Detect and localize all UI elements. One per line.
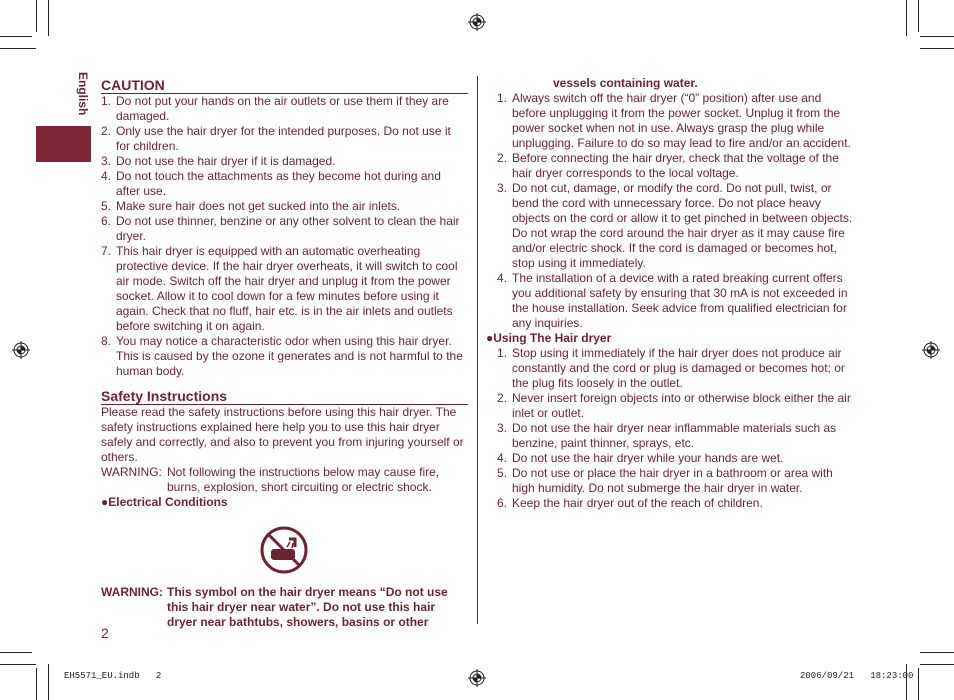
crop-mark	[906, 0, 907, 36]
list-item	[497, 421, 855, 451]
list-item	[101, 214, 468, 244]
language-tab-block	[36, 126, 91, 162]
page-number: 2	[101, 625, 109, 641]
continued-text: vessels containing water.	[553, 76, 698, 90]
crop-mark	[906, 664, 907, 700]
crop-mark	[0, 36, 32, 37]
crop-mark	[0, 652, 32, 653]
item-number: 1.	[497, 346, 508, 360]
item-number: 5.	[101, 199, 112, 213]
list-item	[101, 199, 468, 214]
list-item	[101, 94, 468, 124]
crop-mark	[920, 36, 954, 37]
list-item	[497, 91, 855, 151]
list-item	[497, 496, 855, 511]
crop-mark	[48, 664, 49, 700]
item-number: 3.	[101, 154, 112, 168]
warning-label: WARNING:	[101, 465, 162, 479]
item-number: 4.	[497, 271, 508, 285]
item-number: 7.	[101, 244, 112, 258]
safety-intro: Please read the safety instructions before using this hair dryer. The safety instructions explained here help you to use this hair dryer safely and correctly, and also to prevent you from injuring yourself or others.	[101, 405, 464, 464]
crop-mark	[48, 0, 49, 36]
item-number: 5.	[497, 466, 508, 480]
item-number: 2.	[497, 151, 508, 165]
symbol-warning-label: WARNING:	[101, 585, 163, 599]
item-text: Make sure hair does not get sucked into the air inlets.	[116, 199, 401, 213]
caution-heading: CAUTION	[101, 77, 468, 94]
using-list	[497, 346, 855, 511]
item-text: Do not use the hair dryer while your hands are wet.	[512, 451, 784, 465]
item-text: Do not cut, damage, or modify the cord. Do not pull, twist, or bend the cord with unnecessary force. Do not place heavy objects on the cord or allow it to get pinched in between objects. Do not wrap the cord around the hair dryer as it may cause fire and/or electric shock. If the cord is damaged or becomes hot, stop using it immediately.	[512, 181, 853, 270]
item-number: 2.	[101, 124, 112, 138]
using-heading: ●Using The Hair dryer	[486, 331, 612, 345]
crop-mark	[0, 48, 36, 49]
item-text: The installation of a device with a rated breaking current offers you additional safety by ensuring that 30 mA is not exceeded in the house installation. Seek advice from qualified electrician for any inquiries.	[512, 271, 848, 330]
warning-text: Not following the instructions below may cause fire, burns, explosion, short circuiting or electric shock.	[167, 465, 440, 494]
item-text: Do not use the hair dryer near inflammable materials such as benzine, paint thinner, sprays, etc.	[512, 421, 837, 450]
item-text: Only use the hair dryer for the intended purposes. Do not use it for children.	[116, 124, 451, 153]
item-text: Always switch off the hair dryer (“0” position) after use and before unplugging it from the power socket. Unplug it from the power socket when not in use. Always grasp the plug while unplugging. Failure to do so may lead to fire and/or an accident.	[512, 91, 851, 150]
no-water-symbol	[101, 519, 468, 579]
list-item	[497, 271, 855, 331]
item-number: 8.	[101, 334, 112, 348]
item-number: 1.	[101, 94, 112, 108]
crop-mark	[36, 0, 37, 32]
item-number: 1.	[497, 91, 508, 105]
item-number: 4.	[497, 451, 508, 465]
item-text: Stop using it immediately if the hair dryer does not produce air constantly and the cord or plug is damaged or becomes hot; or the plug fits loosely in the outlet.	[512, 346, 845, 390]
language-label: English	[76, 72, 90, 116]
item-number: 3.	[497, 421, 508, 435]
crop-mark	[920, 664, 954, 665]
electrical-heading: ●Electrical Conditions	[101, 495, 228, 509]
footer-datetime: 2006/09/21 18:23:00	[800, 671, 914, 681]
crop-mark	[918, 0, 919, 32]
item-number: 2.	[497, 391, 508, 405]
item-number: 4.	[101, 169, 112, 183]
item-text: Never insert foreign objects into or otherwise block either the air inlet or outlet.	[512, 391, 851, 420]
electrical-list	[497, 91, 855, 331]
crop-mark	[920, 652, 954, 653]
list-item	[497, 346, 855, 391]
item-text: This hair dryer is equipped with an automatic overheating protective device. If the hair dryer overheats, it will switch to cool air mode. Switch off the hair dryer and unplug it from the power socket. Allow it to cool down for a few minutes before using it again. Check that no fluff, hair etc. is in the air inlets and outlets before switching it on again.	[116, 244, 458, 333]
list-item	[101, 124, 468, 154]
list-item	[497, 451, 855, 466]
list-item	[497, 391, 855, 421]
item-text: Do not use or place the hair dryer in a bathroom or area with high humidity. Do not submerge the hair dryer in water.	[512, 466, 833, 495]
list-item	[101, 334, 468, 379]
left-column	[101, 77, 468, 630]
column-divider	[477, 76, 478, 624]
item-text: Keep the hair dryer out of the reach of children.	[512, 496, 763, 510]
item-text: Do not touch the attachments as they become hot during and after use.	[116, 169, 441, 198]
item-text: Do not use the hair dryer if it is damaged.	[116, 154, 336, 168]
safety-heading: Safety Instructions	[101, 388, 468, 405]
list-item	[101, 244, 468, 334]
caution-list	[101, 94, 468, 379]
item-text: Do not use thinner, benzine or any other solvent to clean the hair dryer.	[116, 214, 460, 243]
item-text: Before connecting the hair dryer, check that the voltage of the hair dryer corresponds to the local voltage.	[512, 151, 839, 180]
symbol-warning-row	[101, 585, 468, 630]
crop-mark	[0, 664, 36, 665]
registration-mark-icon	[468, 669, 486, 687]
crop-mark	[36, 668, 37, 700]
item-number: 6.	[497, 496, 508, 510]
symbol-warning-text: This symbol on the hair dryer means “Do not use this hair dryer near water”. Do not use this hair dryer near bathtubs, showers, basins or other	[167, 585, 448, 629]
registration-mark-icon	[922, 341, 940, 359]
registration-mark-icon	[12, 341, 30, 359]
no-water-icon	[259, 525, 309, 575]
crop-mark	[918, 668, 919, 700]
footer-file: EH5571_EU.indb 2	[64, 671, 162, 681]
list-item	[497, 466, 855, 496]
item-text: Do not put your hands on the air outlets or use them if they are damaged.	[116, 94, 449, 123]
list-item	[101, 169, 468, 199]
item-number: 3.	[497, 181, 508, 195]
warning-row	[101, 465, 468, 495]
crop-mark	[920, 48, 954, 49]
list-item	[497, 151, 855, 181]
item-text: You may notice a characteristic odor when using this hair dryer. This is caused by the ozone it generates and is not harmful to the human body.	[116, 334, 463, 378]
right-column	[486, 76, 855, 511]
list-item	[101, 154, 468, 169]
registration-mark-icon	[468, 13, 486, 31]
item-number: 6.	[101, 214, 112, 228]
list-item	[497, 181, 855, 271]
